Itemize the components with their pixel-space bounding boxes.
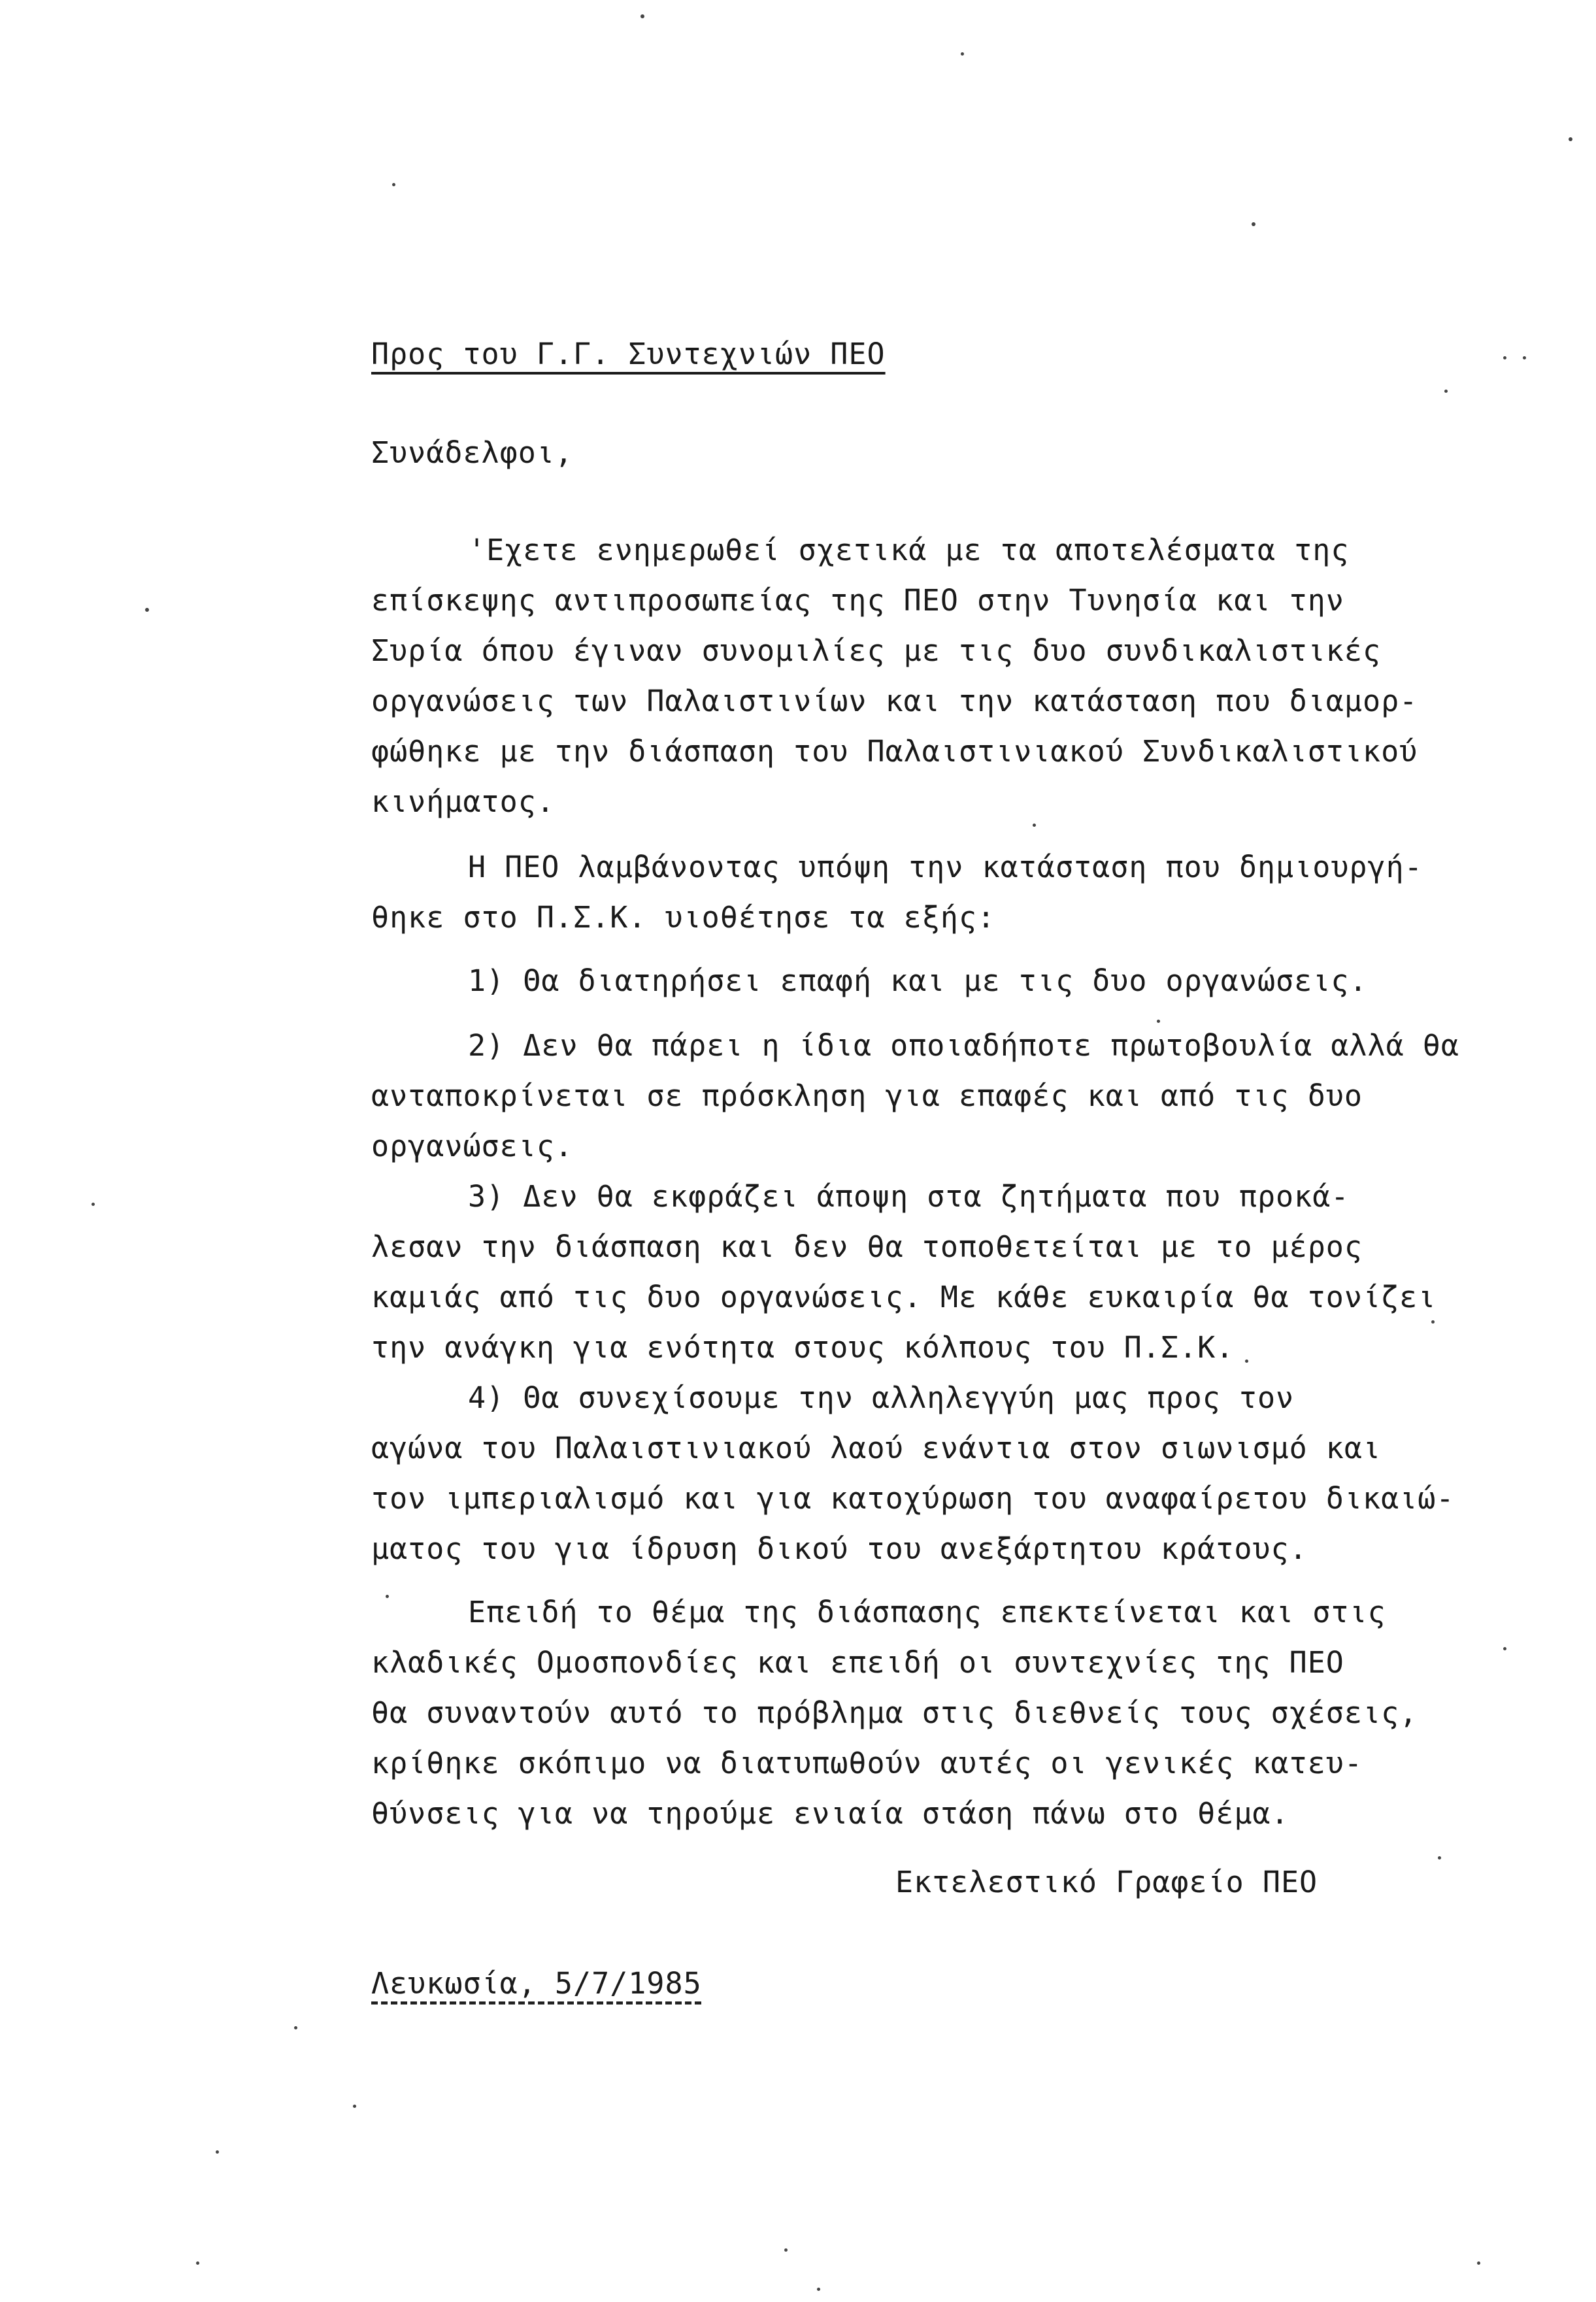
paragraph-line: φώθηκε με την διάσπαση του Παλαιστινιακού Συνδικαλιστικού <box>371 734 1418 769</box>
paragraph-line: 3) Δεν θα εκφράζει άποψη στα ζητήματα που προκά- <box>468 1179 1350 1214</box>
paragraph-line: 'Εχετε ενημερωθεί σχετικά με τα αποτελέσματα της <box>468 533 1350 567</box>
paragraph-line: ματος του για ίδρυση δικού του ανεξάρτητου κράτους. <box>371 1531 1308 1566</box>
paragraph-line: καμιάς από τις δυο οργανώσεις. Με κάθε ευκαιρία θα τονίζει <box>371 1280 1437 1314</box>
paragraph-line: τον ιμπεριαλισμό και για κατοχύρωση του αναφαίρετου δικαιώ- <box>371 1481 1455 1516</box>
paragraph-line: Η ΠΕΟ λαμβάνοντας υπόψη την κατάσταση που δημιουργή- <box>468 850 1423 884</box>
paragraph-line: 2) Δεν θα πάρει η ίδια οποιαδήποτε πρωτοβουλία αλλά θα <box>468 1028 1459 1063</box>
paragraph-line: την ανάγκη για ενότητα στους κόλπους του Π.Σ.Κ. <box>371 1330 1235 1365</box>
paragraph-line: Συρία όπου έγιναν συνομιλίες με τις δυο συνδικαλιστικές <box>371 633 1382 668</box>
paragraph-line: θύνσεις για να τηρούμε ενιαία στάση πάνω στο θέμα. <box>371 1796 1289 1831</box>
paragraph-line: 1) Θα διατηρήσει επαφή και με τις δυο οργανώσεις. <box>468 963 1368 998</box>
paragraph-line: θα συναντούν αυτό το πρόβλημα στις διεθνείς τους σχέσεις, <box>371 1695 1418 1730</box>
paragraph-line: κινήματος. <box>371 784 555 819</box>
paragraph-line: κλαδικές Ομοσπονδίες και επειδή οι συντεχνίες της ΠΕΟ <box>371 1645 1344 1680</box>
paragraph-line: θηκε στο Π.Σ.Κ. υιοθέτησε τα εξής: <box>371 900 996 935</box>
paragraph-line: 4) Θα συνεχίσουμε την αλληλεγγύη μας προς τον <box>468 1380 1295 1415</box>
salutation: Συνάδελφοι, <box>371 435 574 470</box>
paragraph-line: κρίθηκε σκόπιμο να διατυπωθούν αυτές οι γενικές κατευ- <box>371 1746 1363 1780</box>
paragraph-line: επίσκεψης αντιπροσωπείας της ΠΕΟ στην Τυνησία και την <box>371 583 1344 618</box>
place-date: Λευκωσία, 5/7/1985 <box>371 1966 702 2001</box>
paragraph-line: ανταποκρίνεται σε πρόσκληση για επαφές και από τις δυο <box>371 1078 1363 1113</box>
paragraph-line: λεσαν την διάσπαση και δεν θα τοποθετείται με το μέρος <box>371 1229 1363 1264</box>
paragraph-line: οργανώσεις των Παλαιστινίων και την κατάσταση που διαμορ- <box>371 684 1418 718</box>
paragraph-line: αγώνα του Παλαιστινιακού λαού ενάντια στον σιωνισμό και <box>371 1431 1382 1465</box>
signature: Εκτελεστικό Γραφείο ΠΕΟ <box>895 1865 1318 1899</box>
paragraph-line: Επειδή το θέμα της διάσπασης επεκτείνεται και στις <box>468 1595 1386 1629</box>
recipient-line: Προς του Γ.Γ. Συντεχνιών ΠΕΟ <box>371 337 886 371</box>
paragraph-line: οργανώσεις. <box>371 1129 574 1163</box>
